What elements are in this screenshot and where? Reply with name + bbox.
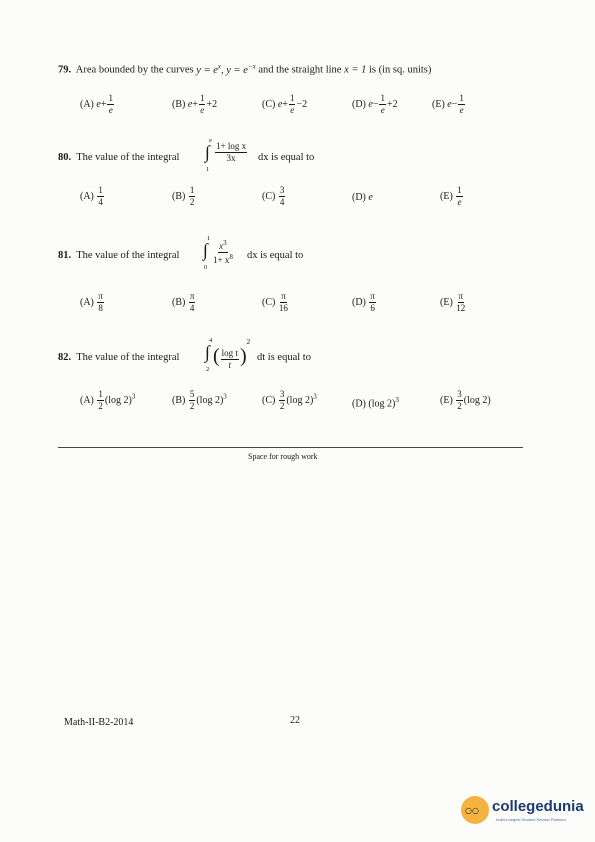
logo-wordmark: collegedunia — [492, 798, 584, 815]
integrand-82: ( $\frac{\text{log t}}{t}$ )$^2$ — [213, 338, 251, 371]
upper-limit-80: e — [209, 137, 212, 144]
upper-limit-82: 4 — [209, 337, 213, 344]
option-81-b[interactable]: (B) $\frac{\pi}{4}$ — [172, 291, 195, 313]
option-82-d[interactable]: (D) (log 2)$^3$ — [352, 396, 399, 410]
page-number: 22 — [290, 715, 300, 726]
line-equation: x = 1 — [344, 64, 367, 76]
upper-limit-81: 1 — [207, 235, 211, 242]
option-80-e[interactable]: (E) $\frac{1}{e}$ — [440, 185, 462, 207]
question-tail-81: dx is equal to — [247, 250, 304, 261]
option-82-b[interactable]: (B) $\frac{5}{2}$ (log 2)$^3$ — [172, 389, 227, 411]
option-80-a[interactable]: (A) $\frac{1}{4}$ — [80, 185, 103, 207]
divider-line — [58, 447, 523, 448]
paper-code: Math-II-B2-2014 — [64, 717, 134, 728]
question-80 — [58, 152, 179, 163]
option-79-a[interactable]: (A) e+ $\frac{1}{e}$ — [80, 93, 113, 115]
option-82-e[interactable]: (E) $\frac{3}{2}$ (log 2) — [440, 389, 491, 411]
question-number: 81. — [58, 250, 72, 261]
logo-tagline: India's largest Student Review Platform — [496, 817, 566, 822]
glasses-icon: ○○ — [465, 806, 479, 815]
question-number: 80. — [58, 152, 72, 163]
question-text-and: and the straight line — [258, 64, 342, 76]
rough-work-label: Space for rough work — [248, 452, 318, 461]
question-number: 79. — [58, 64, 72, 76]
option-79-c[interactable]: (C) e+ $\frac{1}{e}$ −2 — [262, 93, 308, 115]
question-text: The value of the integral — [76, 352, 180, 363]
integral-sign-80: ∫ — [205, 142, 210, 162]
option-82-a[interactable]: (A) $\frac{1}{2}$ (log 2)$^3$ — [80, 389, 136, 411]
option-79-d[interactable]: (D) e− $\frac{1}{e}$ +2 — [352, 93, 398, 115]
question-text-tail: is (in sq. units) — [368, 64, 432, 76]
option-80-d[interactable]: (D) e — [352, 192, 373, 203]
question-text: Area bounded by the curves — [75, 64, 194, 76]
option-79-b[interactable]: (B) e+ $\frac{1}{e}$ +2 — [172, 93, 218, 115]
lower-limit-81: 0 — [204, 264, 208, 271]
option-81-a[interactable]: (A) $\frac{\pi}{8}$ — [80, 291, 103, 313]
option-80-b[interactable]: (B) $\frac{1}{2}$ — [172, 185, 195, 207]
question-tail-80: dx is equal to — [258, 152, 315, 163]
integrand-80: $\frac{\text{1+ log x}}{3x}$ — [216, 141, 247, 163]
question-tail-82: dt is equal to — [257, 352, 311, 363]
lower-limit-80: 1 — [206, 166, 210, 173]
question-number: 82. — [58, 352, 72, 363]
question-text: The value of the integral — [76, 152, 180, 163]
option-81-d[interactable]: (D) $\frac{\pi}{6}$ — [352, 291, 375, 313]
question-79 — [58, 62, 431, 76]
question-81 — [58, 250, 179, 261]
option-81-e[interactable]: (E) $\frac{\pi}{12}$ — [440, 291, 466, 313]
collegedunia-logo[interactable] — [461, 792, 591, 832]
integrand-81: $\frac{x^3}{1+ x^8}$ — [213, 239, 233, 265]
curve-1: $y = e^x$, $y = e^{-x}$ — [196, 62, 256, 76]
option-79-e[interactable]: (E) e− $\frac{1}{e}$ — [432, 93, 464, 115]
integral-sign-82: ∫ — [205, 342, 210, 362]
question-text: The value of the integral — [76, 250, 180, 261]
option-80-c[interactable]: (C) $\frac{3}{4}$ — [262, 185, 285, 207]
question-82 — [58, 352, 179, 363]
option-81-c[interactable]: (C) $\frac{\pi}{16}$ — [262, 291, 288, 313]
lower-limit-82: 2 — [206, 366, 210, 373]
option-82-c[interactable]: (C) $\frac{3}{2}$ (log 2)$^3$ — [262, 389, 317, 411]
integral-sign-81: ∫ — [203, 240, 208, 260]
